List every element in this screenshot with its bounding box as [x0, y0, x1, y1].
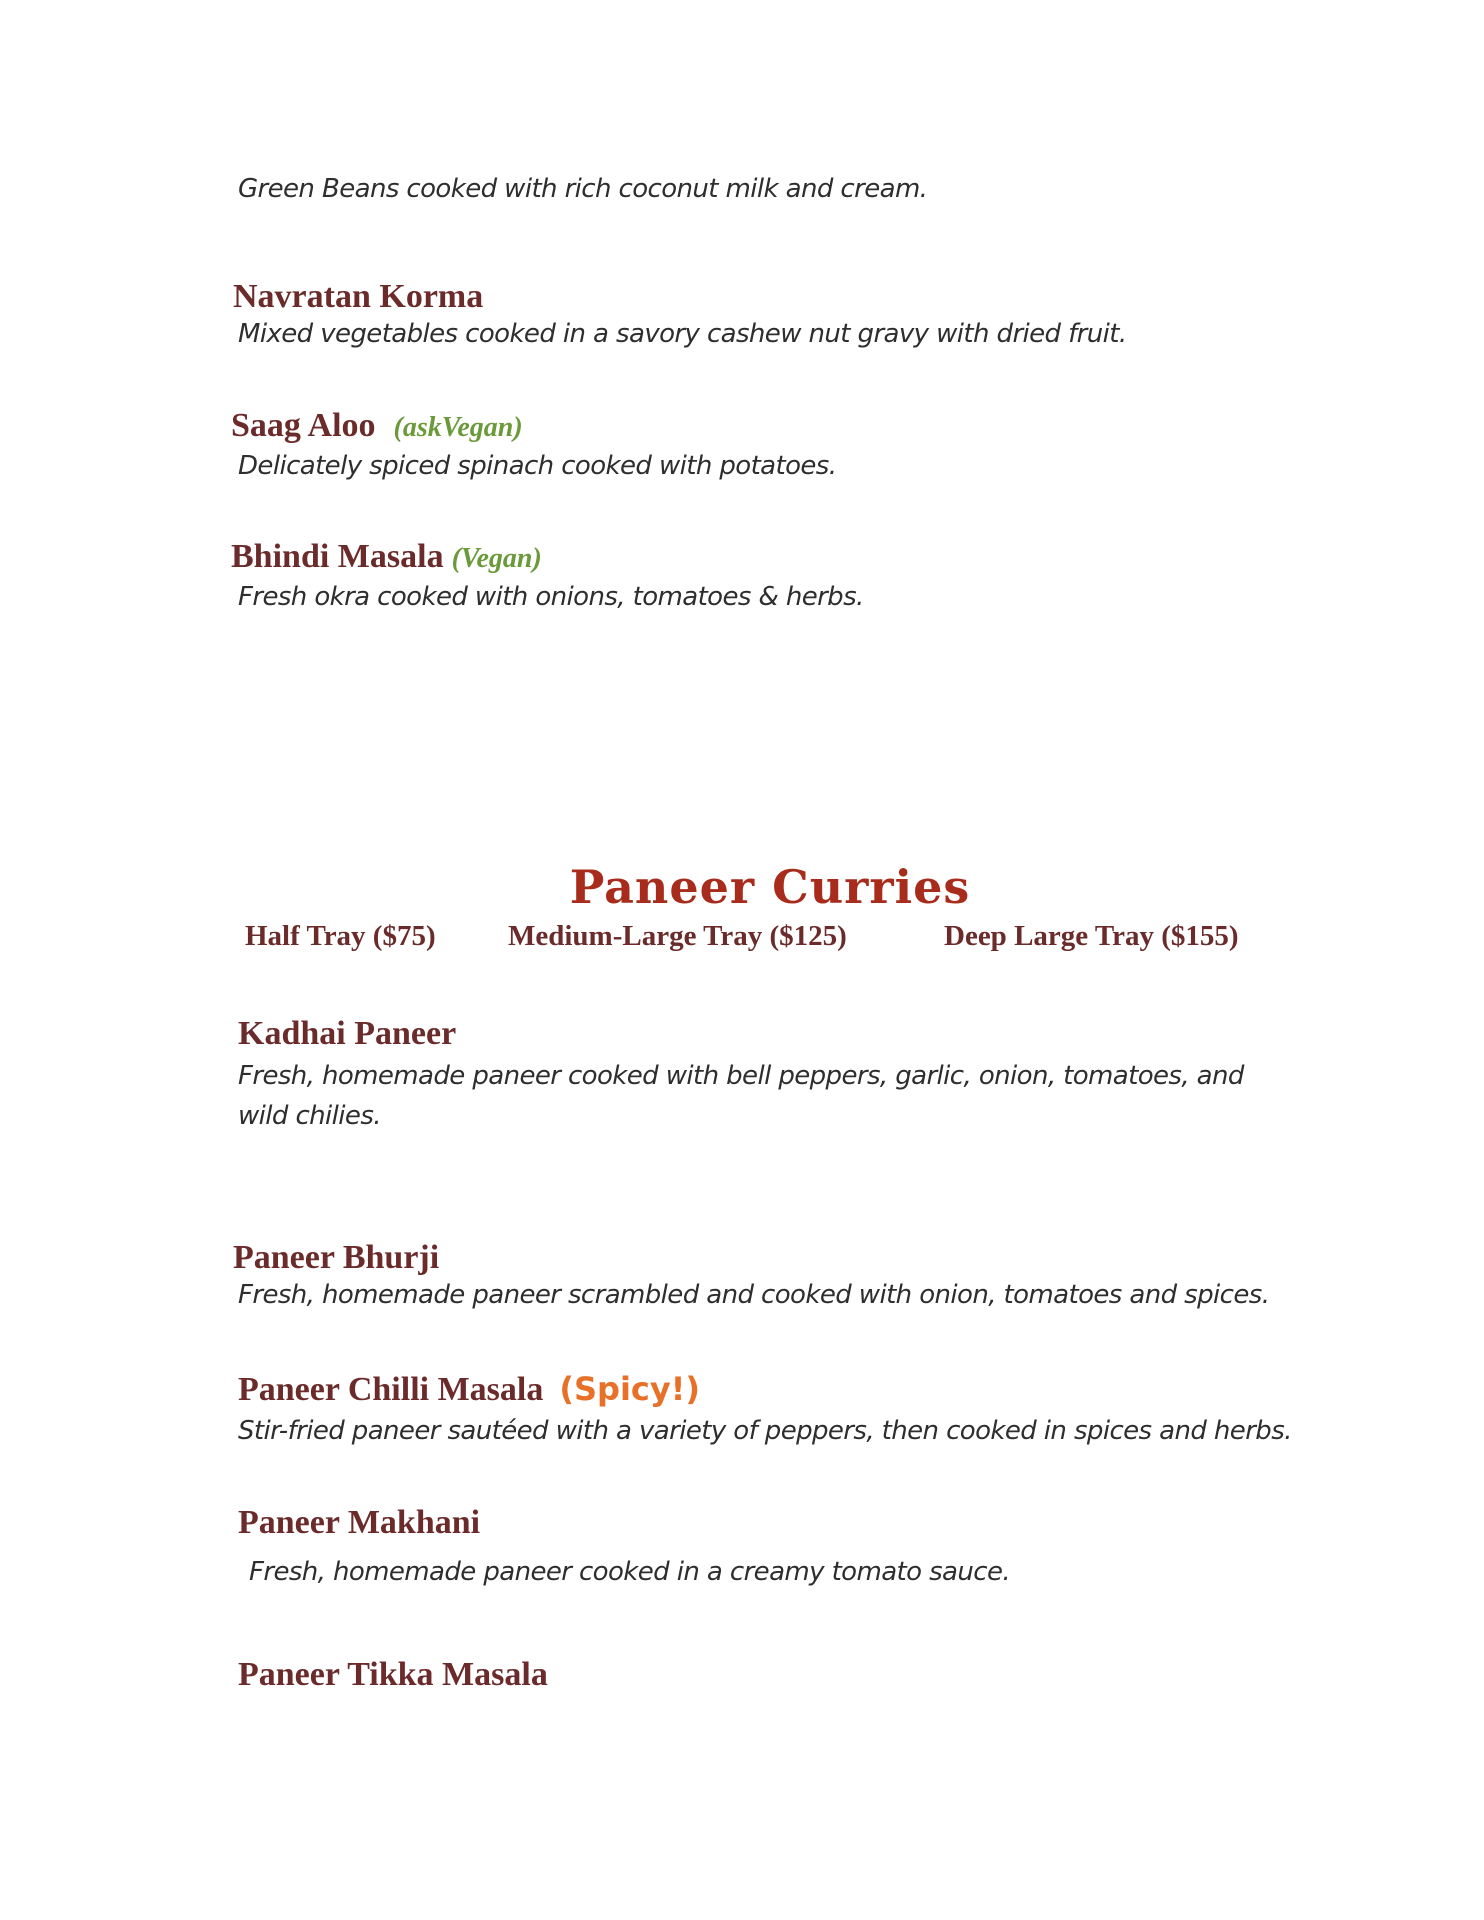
dish-name-paneer-makhani: Paneer Makhani	[238, 1504, 481, 1541]
dish-heading-paneer-chilli-masala	[238, 1370, 700, 1409]
dish-description-saag-aloo: Delicately spiced spinach cooked with potatoes.	[238, 451, 837, 481]
dish-heading-saag-aloo	[231, 407, 523, 445]
dish-name-kadhai-paneer: Kadhai Paneer	[238, 1015, 457, 1052]
vegan-tag: (askVegan)	[393, 412, 523, 443]
spicy-tag: (Spicy!)	[559, 1370, 700, 1408]
dish-name-navratan-korma: Navratan Korma	[233, 278, 484, 315]
dish-description-kadhai-paneer: Fresh, homemade paneer cooked with bell peppers, garlic, onion, tomatoes, and wild chilies.	[238, 1061, 1244, 1131]
dish-name-paneer-bhurji: Paneer Bhurji	[233, 1239, 440, 1276]
dish-name-paneer-tikka-masala: Paneer Tikka Masala	[238, 1656, 548, 1693]
dish-description-bhindi-masala: Fresh okra cooked with onions, tomatoes & herbs.	[238, 582, 864, 612]
dish-description-paneer-makhani: Fresh, homemade paneer cooked in a creamy tomato sauce.	[249, 1557, 1011, 1587]
section-title: Paneer Curries	[569, 860, 971, 914]
tray-price-half: Half Tray ($75)	[245, 920, 436, 952]
dish-name-paneer-chilli-masala: Paneer Chilli Masala	[238, 1371, 544, 1408]
dish-heading-bhindi-masala	[231, 538, 542, 576]
tray-price-medium-large: Medium-Large Tray ($125)	[508, 920, 847, 952]
vegan-tag: (Vegan)	[451, 543, 542, 574]
dish-name-bhindi-masala: Bhindi Masala	[231, 538, 444, 575]
green-beans-description: Green Beans cooked with rich coconut milk and cream.	[238, 174, 928, 204]
tray-price-deep-large: Deep Large Tray ($155)	[944, 920, 1239, 952]
dish-description-navratan-korma: Mixed vegetables cooked in a savory cashew nut gravy with dried fruit.	[238, 319, 1127, 349]
dish-name-saag-aloo: Saag Aloo	[231, 407, 376, 444]
dish-description-paneer-chilli-masala: Stir-fried paneer sautéed with a variety of peppers, then cooked in spices and herbs.	[238, 1416, 1292, 1446]
dish-description-paneer-bhurji: Fresh, homemade paneer scrambled and cooked with onion, tomatoes and spices.	[238, 1280, 1270, 1310]
